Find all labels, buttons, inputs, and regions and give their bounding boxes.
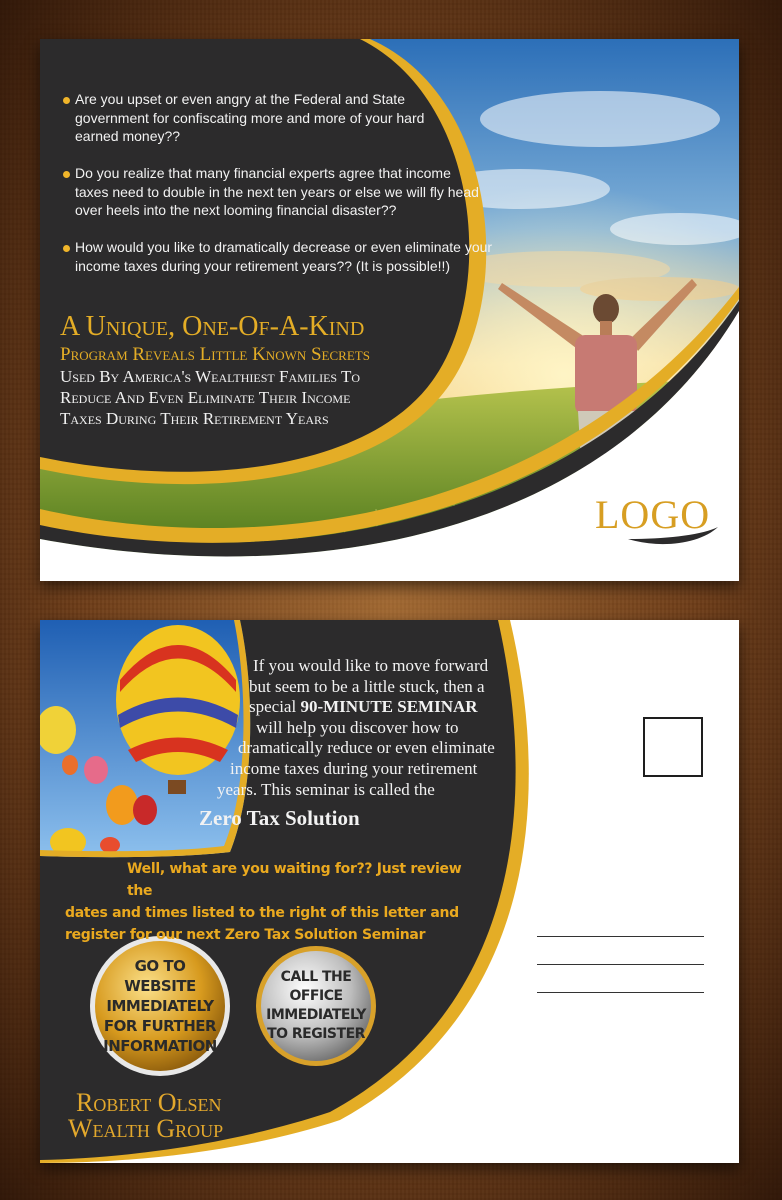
seminar-duration: 90-MINUTE SEMINAR [300, 697, 478, 717]
bullet-icon [63, 97, 70, 104]
postcard-back [40, 620, 739, 1163]
headline-line-5: Taxes During Their Retirement Years [60, 409, 329, 428]
postcard-front [40, 39, 739, 581]
intro-paragraph: If you would like to move forward but seem to be a little stuck, then a special 90-MINUTE SEMINAR will help you discover how to dramatically reduce or even eliminate income taxes during your retirement years. This seminar is called the [217, 656, 495, 799]
question-1: Are you upset or even angry at the Federal and State government for confiscating more and more of your hard earned money?? [75, 91, 425, 145]
bullet-icon [63, 245, 70, 252]
go-to-website-button[interactable]: GO TO WEBSITE IMMEDIATELY FOR FURTHER INFORMATION [103, 957, 217, 1055]
headline-sub: Program Reveals Little Known Secrets [60, 344, 370, 365]
address-line [537, 964, 704, 965]
company-logo: LOGO [595, 492, 711, 537]
call-office-button[interactable]: CALL THE OFFICE IMMEDIATELY TO REGISTER [266, 969, 366, 1042]
bullet-icon [63, 171, 70, 178]
headline-main: A Unique, One-Of-A-Kind [60, 311, 365, 342]
headline-line-4: Reduce And Even Eliminate Their Income [60, 388, 351, 407]
headline-line-3: Used By America's Wealthiest Families To [60, 367, 361, 386]
brand-name-line-1: Robert Olsen [76, 1088, 222, 1117]
brand-name-line-2: Wealth Group [68, 1114, 224, 1143]
question-2: Do you realize that many financial experts agree that income taxes need to double in the next ten years or else we will fly head over heels into the next looming financial disaster?? [75, 165, 479, 219]
question-3: How would you like to dramatically decrease or even eliminate your income taxes during your retirement years?? (It is possible!!) [75, 239, 493, 274]
stamp-box [643, 717, 703, 777]
address-line [537, 992, 704, 993]
seminar-name: Zero Tax Solution [199, 806, 360, 830]
address-line [537, 936, 704, 937]
call-to-action: Well, what are you waiting for?? Just review the dates and times listed to the right of this letter and register for our next Zero Tax Solution Seminar [65, 861, 462, 943]
